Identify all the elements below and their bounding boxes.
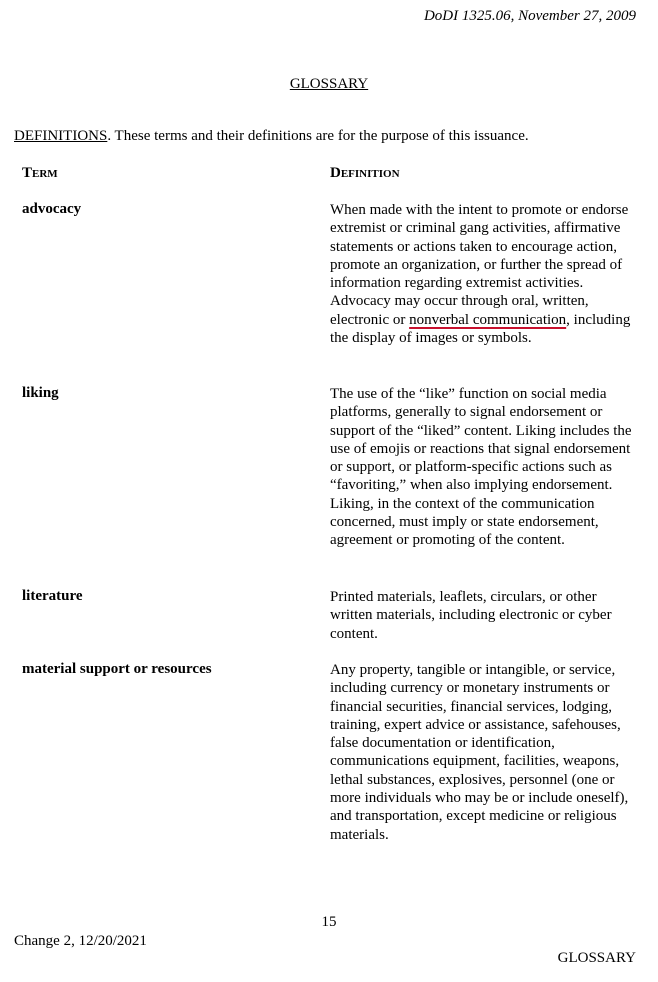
definitions-intro — [14, 128, 529, 145]
definition-advocacy-text: When made with the intent to promote or endorse extremist or criminal gang activities, affirmative statements or actions taken to encourage action, promote an organization, or further the spread of information regarding extremist activities. Advocacy may occur through oral, written, electronic or — [330, 202, 629, 328]
term-liking: liking — [22, 385, 59, 401]
document-header: DoDI 1325.06, November 27, 2009 — [423, 8, 636, 24]
definition-advocacy-text-end: , including the display of images or symbols. — [330, 311, 631, 347]
term-column-header: Term — [22, 165, 58, 181]
page-number: 15 — [321, 914, 337, 930]
definition-liking: The use of the “like” function on social media platforms, generally to signal endorsement or support of the “liked” content. Liking includes the use of emojis or reactions that signal endorsement or support, or platform-specific actions such as “favoriting,” when also implying endorsement. Liking, in the context of the communication concerned, must imply or state endorsement, agreement or promoting of the content. — [330, 386, 632, 549]
term-advocacy: advocacy — [22, 201, 82, 217]
definitions-intro-text: . These terms and their definitions are for the purpose of this issuance. — [107, 128, 529, 144]
footer-section-label: GLOSSARY — [557, 950, 636, 966]
definitions-label: DEFINITIONS — [14, 128, 108, 144]
glossary-title-text: GLOSSARY — [289, 76, 369, 92]
definition-literature: Printed materials, leaflets, circulars, or other written materials, including electronic or cyber content. — [330, 589, 612, 642]
definition-advocacy — [330, 201, 635, 347]
definition-column-header: Definition — [330, 165, 400, 181]
change-notice: Change 2, 12/20/2021 — [14, 933, 147, 949]
term-literature: literature — [22, 588, 83, 604]
term-material-support: material support or resources — [22, 661, 212, 677]
definition-material-support: Any property, tangible or intangible, or service, including currency or monetary instruments or financial securities, financial services, lodging, training, expert advice or assistance, safehouses, false documentation or identification, communications equipment, facilities, weapons, lethal substances, explosives, personnel (one or more individuals who may be or include oneself), and transportation, except medicine or religious materials. — [330, 662, 629, 843]
highlighted-phrase: nonverbal communication — [409, 311, 567, 328]
glossary-title — [0, 76, 658, 93]
